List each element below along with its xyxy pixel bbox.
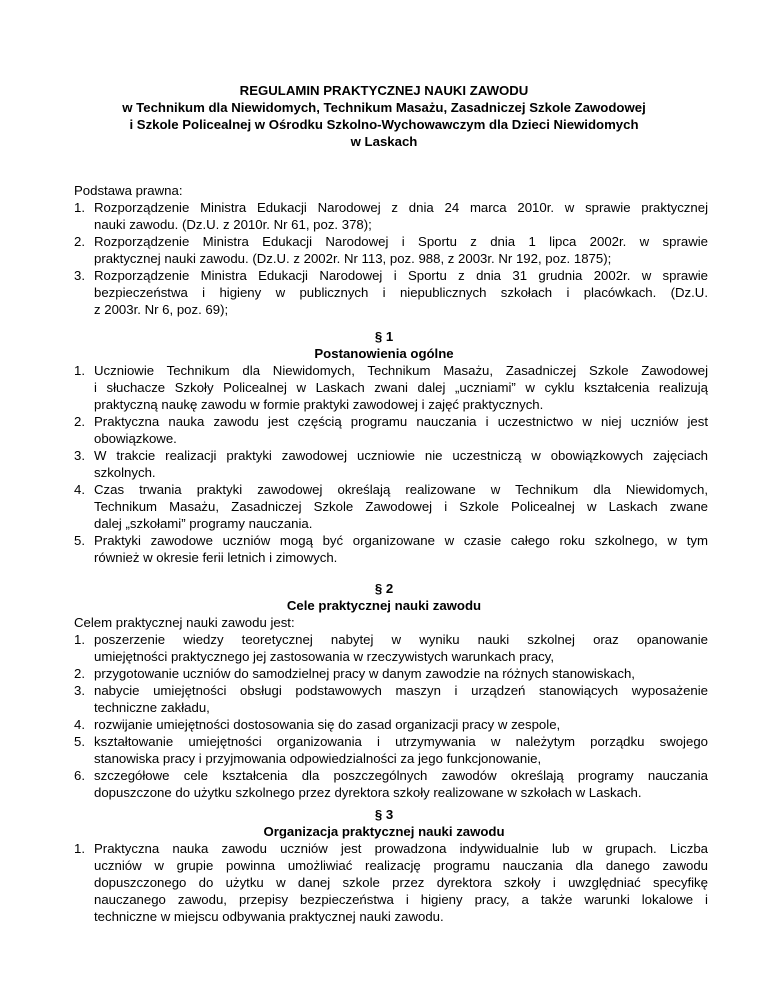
list-item-number: 6. <box>74 768 85 783</box>
list-item-text: dalej „szkołami” programy nauczania. <box>94 516 313 531</box>
list-item-text: Praktyczna nauka zawodu uczniów jest prowadzona indywidualnie lub w grupach. Liczba <box>94 841 708 856</box>
section-3-heading: Organizacja praktycznej nauki zawodu <box>263 824 505 839</box>
document-title <box>60 82 708 150</box>
section-2 <box>74 580 708 801</box>
list-item-text: również w okresie ferii letnich i zimowych. <box>94 550 338 565</box>
list-item <box>74 840 708 925</box>
list-item-text: W trakcie realizacji praktyki zawodowej uczniowie nie uczestniczą w obowiązkowych zajęciach <box>94 448 708 463</box>
list-item <box>74 481 708 532</box>
list-item-text: Rozporządzenie Ministra Edukacji Narodowej i Sportu z dnia 1 lipca 2002r. w sprawie <box>94 234 708 249</box>
list-item-text: poszerzenie wiedzy teoretycznej nabytej w wyniku nauki szkolnej oraz opanowanie <box>94 632 708 647</box>
list-item-text: uczniów w grupie powinna umożliwiać realizację programu nauczania dla danego zawodu <box>94 858 708 873</box>
list-item <box>74 233 708 267</box>
list-item-text: obowiązkowe. <box>94 431 177 446</box>
list-item-number: 5. <box>74 533 85 548</box>
list-item-text: techniczne zakładu, <box>94 700 210 715</box>
list-item <box>74 532 708 566</box>
list-item <box>74 631 708 665</box>
list-item-text: i słuchacze Szkoły Policealnej w Laskach zwani dalej „uczniami” w cyklu kształcenia realizują <box>94 380 708 395</box>
section-2-mark: § 2 <box>374 581 394 596</box>
list-item-number: 4. <box>74 482 85 497</box>
title-line-3: i Szkole Policealnej w Ośrodku Szkolno-Wychowawczym dla Dzieci Niewidomych <box>129 117 639 132</box>
list-item <box>74 199 708 233</box>
list-item-text: praktycznej nauki zawodu. (Dz.U. z 2002r. Nr 113, poz. 988, z 2003r. Nr 192, poz. 1875); <box>94 251 612 266</box>
list-item-number: 2. <box>74 414 85 429</box>
section-1-mark: § 1 <box>374 329 394 344</box>
list-item-text: szczegółowe cele kształcenia dla poszczególnych zawodów określają programy nauczania <box>94 768 708 783</box>
title-line-4: w Laskach <box>350 134 418 149</box>
list-item-text: szkolnych. <box>94 465 156 480</box>
list-item <box>74 267 708 318</box>
title-line-1: REGULAMIN PRAKTYCZNEJ NAUKI ZAWODU <box>239 83 529 98</box>
legal-basis-heading: Podstawa prawna: <box>74 183 183 198</box>
list-item-number: 2. <box>74 234 85 249</box>
list-item <box>74 767 708 801</box>
title-line-2: w Technikum dla Niewidomych, Technikum Masażu, Zasadniczej Szkole Zawodowej <box>122 100 646 115</box>
list-item-text: bezpieczeństwa i higieny w publicznych i niepublicznych szkołach i placówkach. (Dz.U. <box>94 285 708 300</box>
list-item-text: dopuszczonego do użytku w danej szkole przez dyrektora szkoły i uwzględniać specyfikę <box>94 875 708 890</box>
list-item-number: 4. <box>74 717 85 732</box>
section-2-intro: Celem praktycznej nauki zawodu jest: <box>74 615 295 630</box>
list-item <box>74 362 708 413</box>
list-item-text: z 2003r. Nr 6, poz. 69); <box>94 302 229 317</box>
list-item <box>74 413 708 447</box>
list-item-number: 3. <box>74 268 85 283</box>
section-2-list <box>74 631 708 801</box>
list-item-text: stanowiska pracy i przyjmowania odpowiedzialności za jego funkcjonowanie, <box>94 751 542 766</box>
list-item-text: praktyczną naukę zawodu w formie praktyki zawodowej i zajęć praktycznych. <box>94 397 544 412</box>
list-item-text: umiejętności praktycznego jej zastosowania w rzeczywistych warunkach pracy, <box>94 649 555 664</box>
list-item-number: 2. <box>74 666 85 681</box>
section-3-list <box>74 840 708 925</box>
section-3-mark: § 3 <box>374 807 394 822</box>
legal-basis-list <box>74 199 708 318</box>
list-item-text: przygotowanie uczniów do samodzielnej pracy w danym zawodzie na różnych stanowiskach, <box>94 666 635 681</box>
legal-basis-section <box>74 182 708 318</box>
list-item-number: 3. <box>74 683 85 698</box>
list-item <box>74 733 708 767</box>
list-item-text: Czas trwania praktyki zawodowej określają realizowane w Technikum dla Niewidomych, <box>94 482 708 497</box>
list-item-number: 1. <box>74 200 85 215</box>
list-item-text: kształtowanie umiejętności organizowania i utrzymywania w należytym porządku swojego <box>94 734 708 749</box>
list-item-text: Rozporządzenie Ministra Edukacji Narodowej i Sportu z dnia 31 grudnia 2002r. w sprawie <box>94 268 708 283</box>
list-item <box>74 682 708 716</box>
list-item-text: nauki zawodu. (Dz.U. z 2010r. Nr 61, poz. 378); <box>94 217 372 232</box>
list-item-text: techniczne w miejscu odbywania praktycznej nauki zawodu. <box>94 909 444 924</box>
section-1-list <box>74 362 708 566</box>
list-item-text: Praktyki zawodowe uczniów mogą być organizowane w czasie całego roku szkolnego, w tym <box>94 533 708 548</box>
list-item-text: Uczniowie Technikum dla Niewidomych, Technikum Masażu, Zasadniczej Szkole Zawodowej <box>94 363 708 378</box>
list-item <box>74 665 708 682</box>
list-item-text: nabycie umiejętności obsługi podstawowych maszyn i urządzeń stanowiących wyposażenie <box>94 683 708 698</box>
list-item <box>74 447 708 481</box>
list-item-number: 1. <box>74 363 85 378</box>
list-item-text: nauczanego zawodu, przepisy bezpieczeństwa i higieny pracy, a także warunki lokalowe i <box>94 892 708 907</box>
list-item-text: Rozporządzenie Ministra Edukacji Narodowej z dnia 24 marca 2010r. w sprawie praktycznej <box>94 200 708 215</box>
section-1 <box>74 328 708 566</box>
list-item-text: rozwijanie umiejętności dostosowania się do zasad organizacji pracy w zespole, <box>94 717 561 732</box>
section-2-heading: Cele praktycznej nauki zawodu <box>286 598 482 613</box>
list-item-text: dopuszczone do użytku szkolnego przez dyrektora szkoły realizowane w szkołach w Laskach. <box>94 785 642 800</box>
list-item-number: 1. <box>74 841 85 856</box>
list-item <box>74 716 708 733</box>
list-item-number: 3. <box>74 448 85 463</box>
section-3 <box>74 806 708 925</box>
list-item-text: Technikum Masażu, Zasadniczej Szkole Zawodowej i Szkole Policealnej w Laskach zwane <box>94 499 708 514</box>
list-item-number: 1. <box>74 632 85 647</box>
section-1-heading: Postanowienia ogólne <box>314 346 454 361</box>
list-item-number: 5. <box>74 734 85 749</box>
list-item-text: Praktyczna nauka zawodu jest częścią programu nauczania i uczestnictwo w niej uczniów jest <box>94 414 708 429</box>
